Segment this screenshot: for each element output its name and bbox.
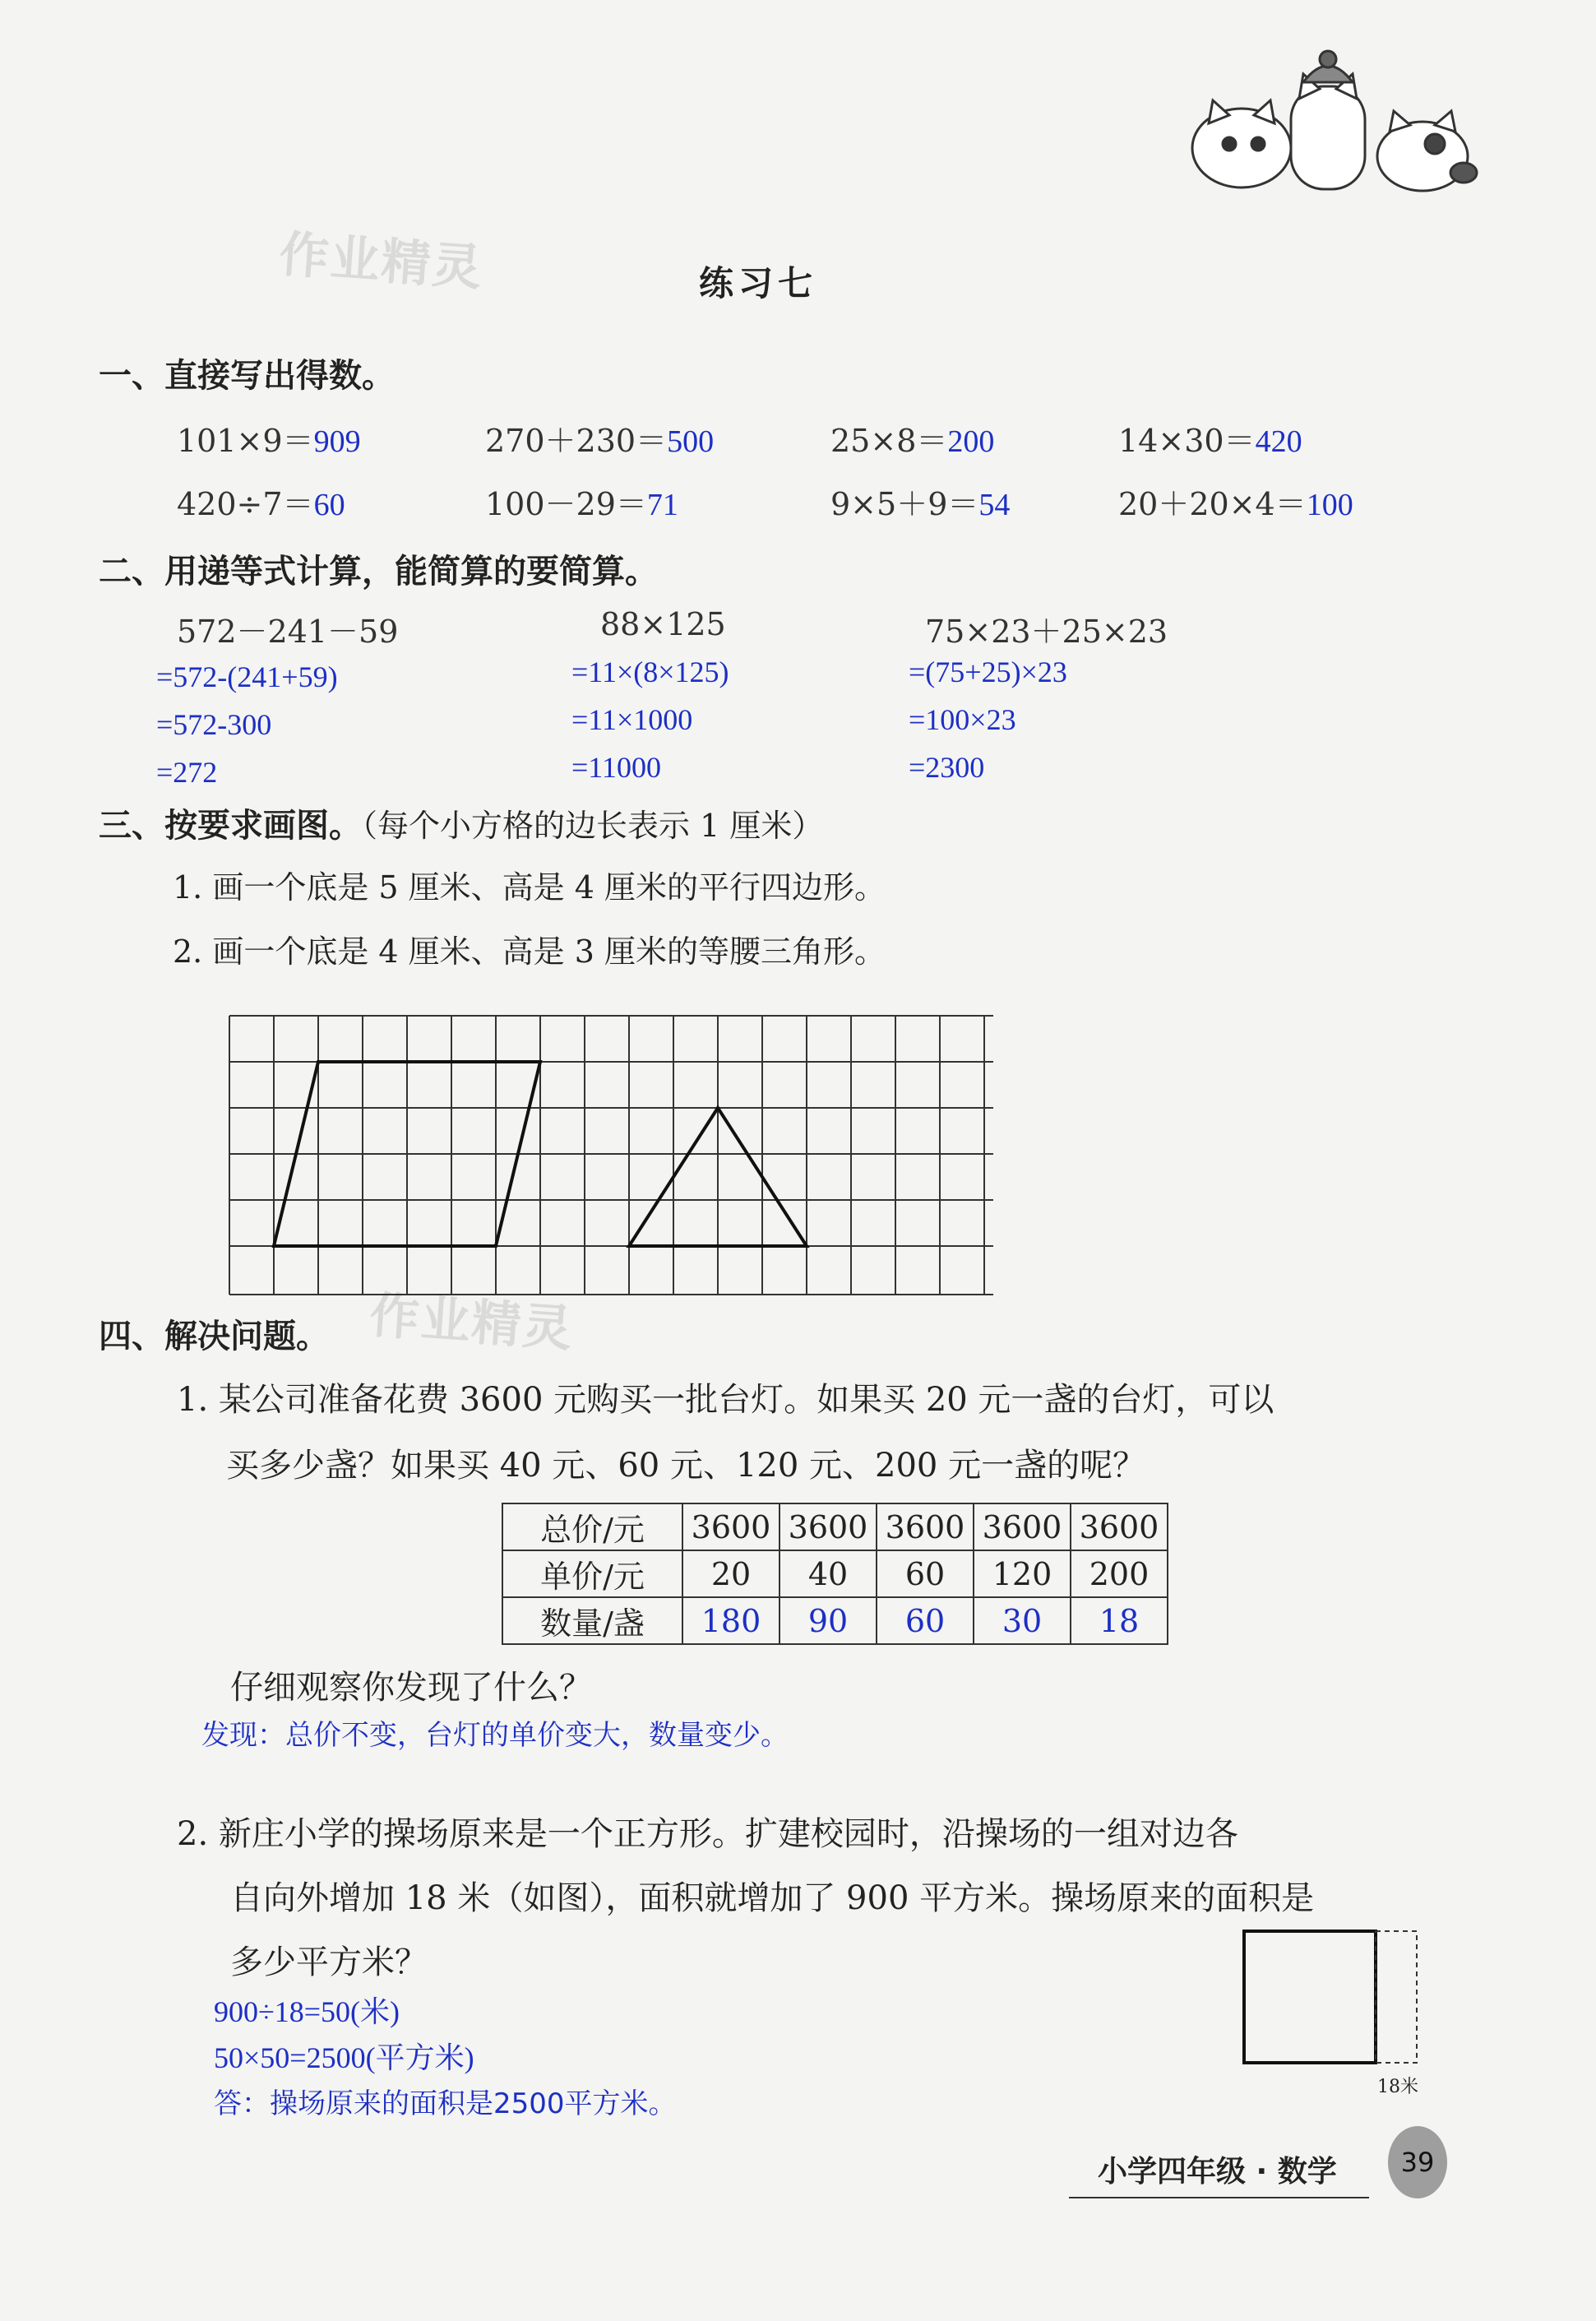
section4-q1-line1: 1. 某公司准备花费 3600 元购买一批台灯。如果买 20 元一盏的台灯，可以: [177, 1381, 1274, 1419]
calc-problem: 75×23＋25×23: [925, 614, 1168, 650]
oral-answer: 71: [646, 488, 678, 522]
calc-step: =(75+25)×23: [909, 656, 1067, 688]
section3-heading: 三、按要求画图。: [99, 807, 362, 845]
oral-item: [1118, 415, 1302, 461]
oral-expr: 100－29＝: [485, 486, 647, 522]
section3-q1: 1. 画一个底是 5 厘米、高是 4 厘米的平行四边形。: [173, 869, 886, 906]
oral-expr: 420÷7＝: [177, 486, 314, 522]
oral-expr: 25×8＝: [830, 423, 948, 459]
playground-figure: [1242, 1929, 1431, 2069]
section3-heading-line: [99, 799, 823, 846]
footer-label: 小学四年级 · 数学: [1098, 2155, 1337, 2189]
section3-q2: 2. 画一个底是 4 厘米、高是 3 厘米的等腰三角形。: [173, 933, 886, 970]
table-cell: 20: [682, 1550, 779, 1597]
price-quantity-table: [502, 1503, 1168, 1645]
table-cell: 60: [877, 1550, 974, 1597]
table-row-label: 总价/元: [502, 1503, 682, 1550]
table-row-label: 数量/盏: [502, 1597, 682, 1644]
cat-mascots-illustration: [1184, 49, 1497, 197]
calc-step: =272: [156, 756, 218, 789]
table-cell: 120: [974, 1550, 1071, 1597]
watermark: 作业精灵: [368, 1286, 576, 1359]
oral-answer: 500: [667, 424, 715, 459]
table-answer-cell: 180: [682, 1597, 779, 1644]
oral-answer: 909: [313, 424, 361, 459]
table-cell: 3600: [974, 1503, 1071, 1550]
q2-step: 900÷18=50(米): [214, 1995, 400, 2028]
table-cell: 3600: [779, 1503, 877, 1550]
oral-answer: 100: [1306, 488, 1353, 522]
section4-q2-line2: 自向外增加 18 米（如图），面积就增加了 900 平方米。操场原来的面积是: [230, 1879, 1315, 1917]
figure-label: 18米: [1377, 2077, 1418, 2097]
section4-finding: 发现：总价不变，台灯的单价变大，数量变少。: [201, 1719, 789, 1752]
section4-observe: 仔细观察你发现了什么？: [230, 1669, 592, 1707]
table-row: [502, 1550, 1168, 1597]
oral-answer: 54: [978, 488, 1011, 522]
table-row-label: 单价/元: [502, 1550, 682, 1597]
oral-answer: 200: [947, 424, 995, 459]
oral-item: [177, 479, 345, 524]
calc-problem: 572－241－59: [177, 614, 399, 650]
calc-step: =11000: [571, 751, 661, 784]
calc-step: =572-(241+59): [156, 660, 338, 693]
oral-expr: 20＋20×4＝: [1118, 486, 1307, 522]
oral-item: [177, 415, 361, 461]
page-title: 练习七: [699, 263, 818, 303]
section4-q2-line3: 多少平方米？: [230, 1943, 428, 1981]
section2-heading: 二、用递等式计算，能简算的要简算。: [99, 553, 658, 591]
section4-q1-line2: 买多少盏？如果买 40 元、60 元、120 元、200 元一盏的呢？: [226, 1447, 1146, 1485]
calc-step: =572-300: [156, 708, 272, 741]
oral-expr: 9×5＋9＝: [830, 486, 979, 522]
table-cell: 3600: [877, 1503, 974, 1550]
oral-item: [485, 479, 678, 524]
oral-item: [830, 479, 1010, 524]
oral-item: [485, 415, 714, 461]
page-number: 39: [1388, 2126, 1447, 2198]
q2-answer: 答：操场原来的面积是2500平方米。: [214, 2087, 677, 2120]
table-row: [502, 1597, 1168, 1644]
oral-item: [1118, 479, 1353, 524]
section4-q2-line1: 2. 新庄小学的操场原来是一个正方形。扩建校园时，沿操场的一组对边各: [177, 1815, 1238, 1853]
footer-rule: [1069, 2197, 1369, 2198]
table-answer-cell: 30: [974, 1597, 1071, 1644]
section3-note: （每个小方格的边长表示 1 厘米）: [362, 808, 824, 844]
table-cell: 40: [779, 1550, 877, 1597]
section1-heading: 一、直接写出得数。: [99, 357, 395, 395]
table-row: [502, 1503, 1168, 1550]
calc-step: =2300: [909, 751, 985, 784]
calc-step: =11×1000: [571, 703, 693, 736]
oral-expr: 14×30＝: [1118, 423, 1256, 459]
q2-step: 50×50=2500(平方米): [214, 2041, 474, 2074]
table-cell: 3600: [1071, 1503, 1168, 1550]
oral-answer: 420: [1255, 424, 1302, 459]
drawing-grid: [229, 1015, 998, 1296]
table-answer-cell: 18: [1071, 1597, 1168, 1644]
oral-expr: 270＋230＝: [485, 423, 668, 459]
oral-expr: 101×9＝: [177, 423, 314, 459]
table-cell: 200: [1071, 1550, 1168, 1597]
table-answer-cell: 60: [877, 1597, 974, 1644]
calc-problem: 88×125: [600, 606, 726, 642]
calc-step: =11×(8×125): [571, 656, 729, 688]
oral-item: [830, 415, 994, 461]
oral-answer: 60: [313, 488, 345, 522]
table-cell: 3600: [682, 1503, 779, 1550]
calc-step: =100×23: [909, 703, 1016, 736]
table-answer-cell: 90: [779, 1597, 877, 1644]
section4-heading: 四、解决问题。: [99, 1318, 329, 1355]
watermark: 作业精灵: [277, 225, 485, 298]
